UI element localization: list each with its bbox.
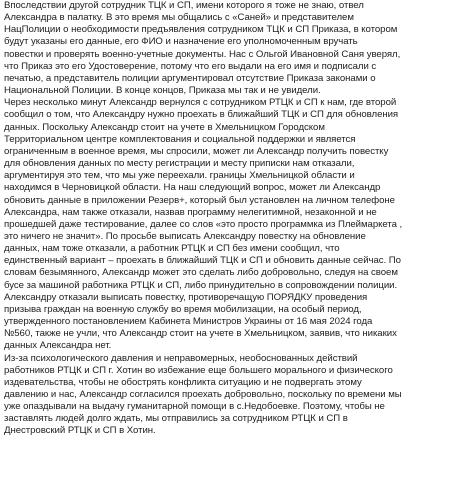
paragraph-pressure	[4, 353, 445, 438]
text-line: единственный вариант – проехать в ближайший ТЦК и СП и обновить данные сейчас. По	[4, 255, 401, 267]
text-line: будут указаны его данные, его ФИО и назначение его уполномоченным вручать	[4, 36, 358, 48]
text-line: повестки и проверять военно-учетные документы. Нас с Ольгой Ивановной Саня уверял,	[4, 48, 401, 60]
text-line: для обновления данных по месту регистрации и месту приписки нам отказали,	[4, 158, 355, 170]
text-line: Территориальном центре комплектования и социальной поддержки и является	[4, 133, 356, 145]
text-line: Александра, нам также отказали, назвав программу нелегитимной, незаконной и не	[4, 206, 377, 218]
text-line: Через несколько минут Александр вернулся с сотрудником РТЦК и СП к нам, где второй	[4, 97, 397, 109]
text-line: Александру отказали выписать повестку, противоречащую ПОРЯДКУ проведения	[4, 291, 368, 303]
text-line: НацПолиции о необходимости предъявления сотрудником ТЦК и СП Приказа, в котором	[4, 24, 398, 36]
text-line: сообщил о том, что Александру нужно проехать в ближайший ТЦК и СП для обновления	[4, 109, 399, 121]
text-line: Александра в палатку. В это время мы общались с «Саней» и представителем	[4, 12, 354, 24]
text-line: утвержденного постановлением Кабинета Министров Украины от 16 мая 2024 года	[4, 316, 373, 328]
text-line: данных. Поскольку Александр стоит на учете в Хмельницком Городском	[4, 121, 325, 133]
text-line: данных, нам тоже отказали, а работник РТЦК и СП без имени сообщил, что	[4, 243, 340, 255]
text-line: издевательства, чтобы не обострять конфликта ситуацию и не подвергать этому	[4, 376, 362, 388]
text-line: давлению и нас, Александр согласился проехать добровольно, поскольку по времени мы	[4, 389, 402, 400]
text-line: бусе за машиной работника РТЦК и СП, либо принудительно в сопровождении полиции.	[4, 279, 398, 291]
text-line: призыва граждан на военную службу во время мобилизации, на особый период,	[4, 303, 362, 315]
text-line: прошедшей даже тестирование, далее со слов «это просто программка из Плеймаркета ,	[4, 218, 403, 230]
text-line: данных Александра нет.	[4, 340, 112, 352]
text-line: словам безымянного, Александр может это сделать либо добровольно, следуя на своем	[4, 267, 398, 279]
text-line: заставлять людей долго ждать, мы отправились за сотрудником РТЦК и СП в	[4, 413, 348, 425]
text-line: находимся в Черновицкой области. На наш следующий вопрос, может ли Александр	[4, 182, 381, 194]
paragraph-tent	[4, 0, 445, 97]
text-line: Впоследствии другой сотрудник ТЦК и СП, имени которого я тоже не знаю, отвел	[4, 0, 364, 11]
text-line: работников РТЦК и СП г. Хотин во избежание еще большего морального и физического	[4, 364, 393, 376]
text-line: что Приказ это его Удостоверение, потому что его выдали на его имя и подписали с	[4, 60, 377, 72]
text-line: Национальной Полиции. В конце концов, Приказа мы так и не увидели.	[4, 85, 321, 97]
paragraph-data-update	[4, 97, 445, 352]
text-line: ограниченным в военное время, мы спросили, может ли Александр получить повестку	[4, 145, 389, 157]
text-line: №560, также не учли, что Александр стоит на учете в Хмельницком, заявив, что никаких	[4, 328, 397, 340]
text-line: Из-за психологического давления и неправомерных, необоснованных действий	[4, 352, 358, 364]
text-line: уже опаздывали на выдачу гуманитарной помощи в с.Недобоевке. Поэтому, чтобы не	[4, 401, 385, 413]
text-line: Днестровский РТЦК и СП в Хотин.	[4, 425, 156, 437]
text-line: это ничего не значит». По просьбе выписать Александру повестку на обновление	[4, 230, 366, 242]
text-line: печатью, а представитель полиции аргументировал отсутствие Приказа законами о	[4, 72, 376, 84]
text-line: обновить данные в приложении Резерв+, который был установлен на личном телефоне	[4, 194, 395, 206]
text-line: аргументируя это тем, что мы уже переехали. границы Хмельницкой области и	[4, 170, 355, 182]
